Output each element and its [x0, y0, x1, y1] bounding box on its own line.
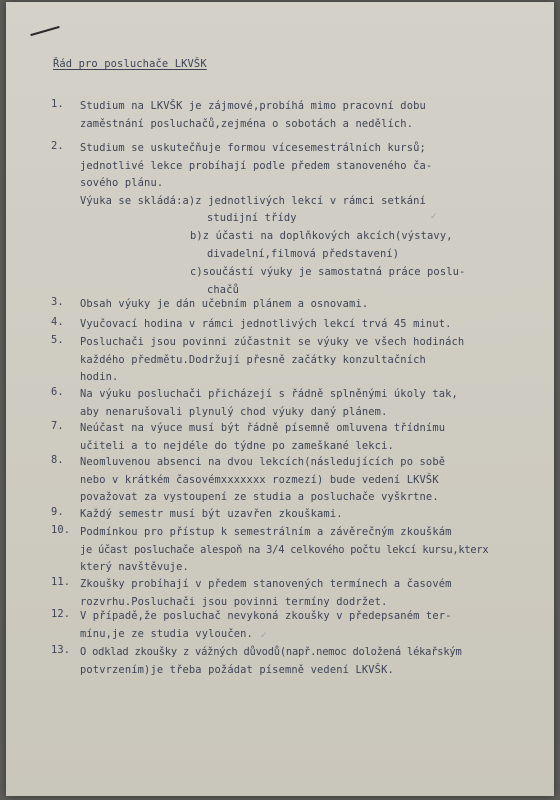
- item-text: Studium se uskutečňuje formou vícesemestrálních kursů; jednotlivé lekce probíhají podle předem stanoveného ča- sového plánu. Výuka se skládá:a)z jednotlivých lekcí v rámci setkání: [80, 142, 433, 207]
- document-title: Řád pro posluchače LKVŠK: [53, 58, 207, 70]
- item-number: 8.: [51, 454, 64, 466]
- item-number: 7.: [51, 420, 64, 432]
- item-text: Posluchači jsou povinni zúčastnit se výuky ve všech hodinách každého předmětu.Dodržují přesně začátky konzultačních hodin.: [80, 336, 465, 383]
- item-text: V případě,že posluchač nevykoná zkoušky v předepsaném ter- mínu,je ze studia vyloučen.: [80, 610, 452, 640]
- sub-item-b: b)z účasti na doplňkových akcích(výstavy, divadelní,filmová představení): [190, 230, 453, 260]
- item-number: 5.: [51, 334, 64, 346]
- sub-item-c: c)součástí výuky je samostatná práce poslu- chačů: [190, 266, 466, 296]
- item-number: 12.: [51, 608, 71, 620]
- item-text: Každý semestr musí být uzavřen zkouškami.: [80, 508, 343, 520]
- document-page: [6, 2, 554, 796]
- item-number: 1.: [51, 98, 64, 110]
- pencil-check-icon: ✓: [430, 212, 438, 222]
- item-text: Zkoušky probíhají v předem stanovených termínech a časovém rozvrhu.Posluchači jsou povinni termíny dodržet.: [80, 578, 452, 608]
- item-number: 11.: [51, 576, 71, 588]
- item-number: 10.: [51, 524, 71, 536]
- item-number: 4.: [51, 316, 64, 328]
- item-number: 6.: [51, 386, 64, 398]
- item-number: 2.: [51, 140, 64, 152]
- item-number: 9.: [51, 506, 64, 518]
- item-text: Neomluvenou absenci na dvou lekcích(následujících po sobě nebo v krátkém časovémxxxxxxx rozmezí) bude vedení LKVŠK považovat za vystoupení ze studia a posluchače vyškrtne.: [80, 456, 446, 503]
- item-text: O odklad zkoušky z vážných důvodů(např.nemoc doložená lékařským potvrzením)je třeba požádat písemně vedení LKVŠK.: [80, 646, 462, 676]
- item-text: Vyučovací hodina v rámci jednotlivých lekcí trvá 45 minut.: [80, 318, 452, 330]
- item-text: Podmínkou pro přístup k semestrálním a závěrečným zkouškám je účast posluchače alespoň na 3/4 celkového počtu lekcí kursu,kterx který navštěvuje.: [80, 526, 489, 573]
- item-text: Studium na LKVŠK je zájmové,probíhá mimo pracovní dobu zaměstnání posluchačů,zejména o sobotách a nedělích.: [80, 100, 426, 130]
- pencil-check-icon: ✓: [260, 631, 268, 641]
- item-text: Na výuku posluchači přicházejí s řádně splněnými úkoly tak, aby nenarušovali plynulý chod výuky daný plánem.: [80, 388, 458, 418]
- item-number: 13.: [51, 644, 71, 656]
- sub-item-a-continued: studijní třídy: [207, 212, 297, 224]
- item-text: Obsah výuky je dán učebním plánem a osnovami.: [80, 298, 369, 310]
- item-number: 3.: [51, 296, 64, 308]
- item-text: Neúčast na výuce musí být řádně písemně omluvena třídnímu učiteli a to nejdéle do týdne po zameškané lekci.: [80, 422, 446, 452]
- pen-mark: [30, 26, 59, 36]
